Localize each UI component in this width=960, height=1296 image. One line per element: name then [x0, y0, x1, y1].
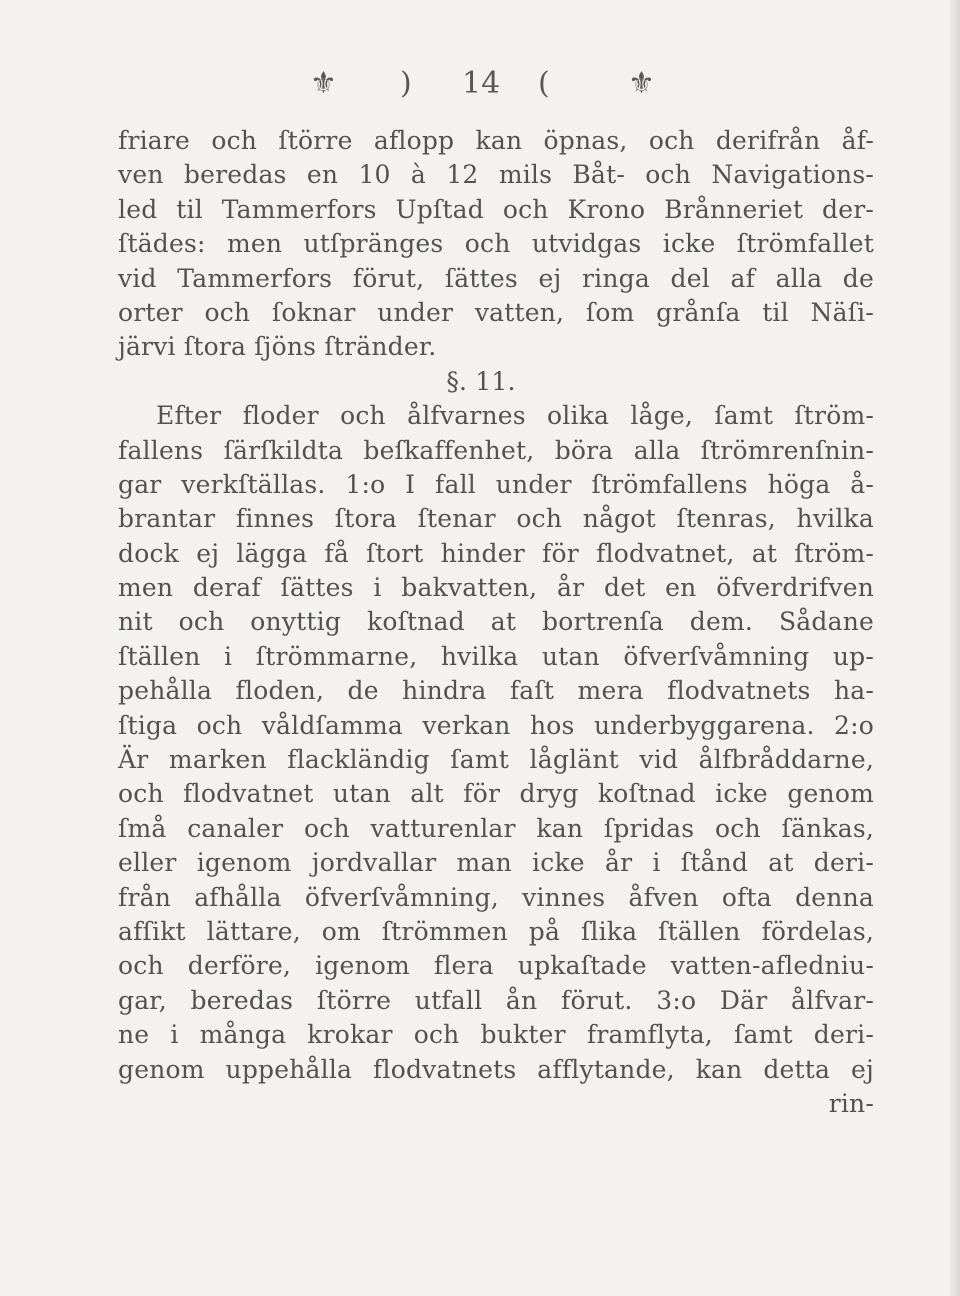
ornament-right-icon: ⚜ — [628, 66, 655, 101]
text-line: ſtädes: men utſpränges och utvidgas icke ſtrömfallet — [118, 229, 874, 259]
text-line: vid Tammerfors förut, ſättes ej ringa del af alla de — [118, 263, 874, 293]
header-paren-right: ( — [538, 66, 550, 101]
text-line: afſikt lättare, om ſtrömmen på ſlika ſtällen fördelas, — [118, 916, 874, 946]
text-line: eller igenom jordvallar man icke år i ſtånd at deri- — [118, 848, 874, 878]
text-line: pehålla floden, de hindra faſt mera flodvatnets ha- — [118, 676, 874, 706]
section-heading: §. 11. — [446, 366, 516, 396]
catchword: rin- — [828, 1088, 874, 1118]
text-line: led til Tammerfors Upſtad och Krono Brånneriet der- — [118, 194, 874, 224]
text-line: ven beredas en 10 à 12 mils Båt- och Navigations- — [118, 160, 874, 190]
ornament-left-icon: ⚜ — [310, 66, 337, 101]
header-paren-left: ) — [400, 66, 412, 101]
text-line: orter och ſoknar under vatten, ſom grånſa til Näſi- — [118, 297, 874, 327]
text-line: men deraf ſättes i bakvatten, år det en öfverdrifven — [118, 573, 874, 603]
text-line: fallens ſärſkildta beſkaffenhet, böra alla ſtrömrenſnin- — [118, 435, 874, 465]
page-number: 14 — [462, 66, 501, 101]
text-line: ſtiga och våldſamma verkan hos underbyggarena. 2:o — [118, 710, 874, 740]
body-text — [118, 124, 874, 1121]
text-line: ſtällen i ſtrömmarne, hvilka utan öfverſvåmning up- — [118, 641, 874, 671]
text-line: järvi ſtora ſjöns ſtränder. — [118, 332, 437, 362]
text-line: dock ej lägga få ſtort hinder för flodvatnet, at ſtröm- — [118, 538, 874, 568]
text-line: friare och ſtörre aflopp kan öpnas, och derifrån åf- — [118, 126, 874, 155]
text-line: Är marken flackländig ſamt låglänt vid ålfbråddarne, — [118, 745, 874, 775]
page-header — [0, 64, 960, 108]
text-line: genom uppehålla flodvatnets afflytande, kan detta ej — [118, 1054, 874, 1084]
text-line: Efter floder och ålfvarnes olika låge, ſamt ſtröm- — [156, 401, 874, 431]
text-line: gar, beredas ſtörre utfall ån förut. 3:o Där ålfvar- — [118, 985, 874, 1015]
text-line: och derföre, igenom flera upkaſtade vatten-afledniu- — [118, 951, 874, 981]
text-line: från afhålla öfverſvåmning, vinnes åfven ofta denna — [118, 882, 874, 912]
text-line: ne i många krokar och bukter framflyta, ſamt deri- — [118, 1020, 874, 1050]
text-line: brantar finnes ſtora ſtenar och något ſtenras, hvilka — [118, 504, 874, 534]
text-line: nit och onyttig koſtnad at bortrenſa dem. Sådane — [118, 607, 874, 637]
text-line: gar verkſtällas. 1:o I fall under ſtrömfallens höga å- — [118, 469, 874, 499]
text-line: och flodvatnet utan alt för dryg koſtnad icke genom — [118, 779, 874, 809]
page-edge — [950, 0, 960, 1296]
text-line: ſmå canaler och vatturenlar kan ſpridas och ſänkas, — [118, 813, 874, 843]
